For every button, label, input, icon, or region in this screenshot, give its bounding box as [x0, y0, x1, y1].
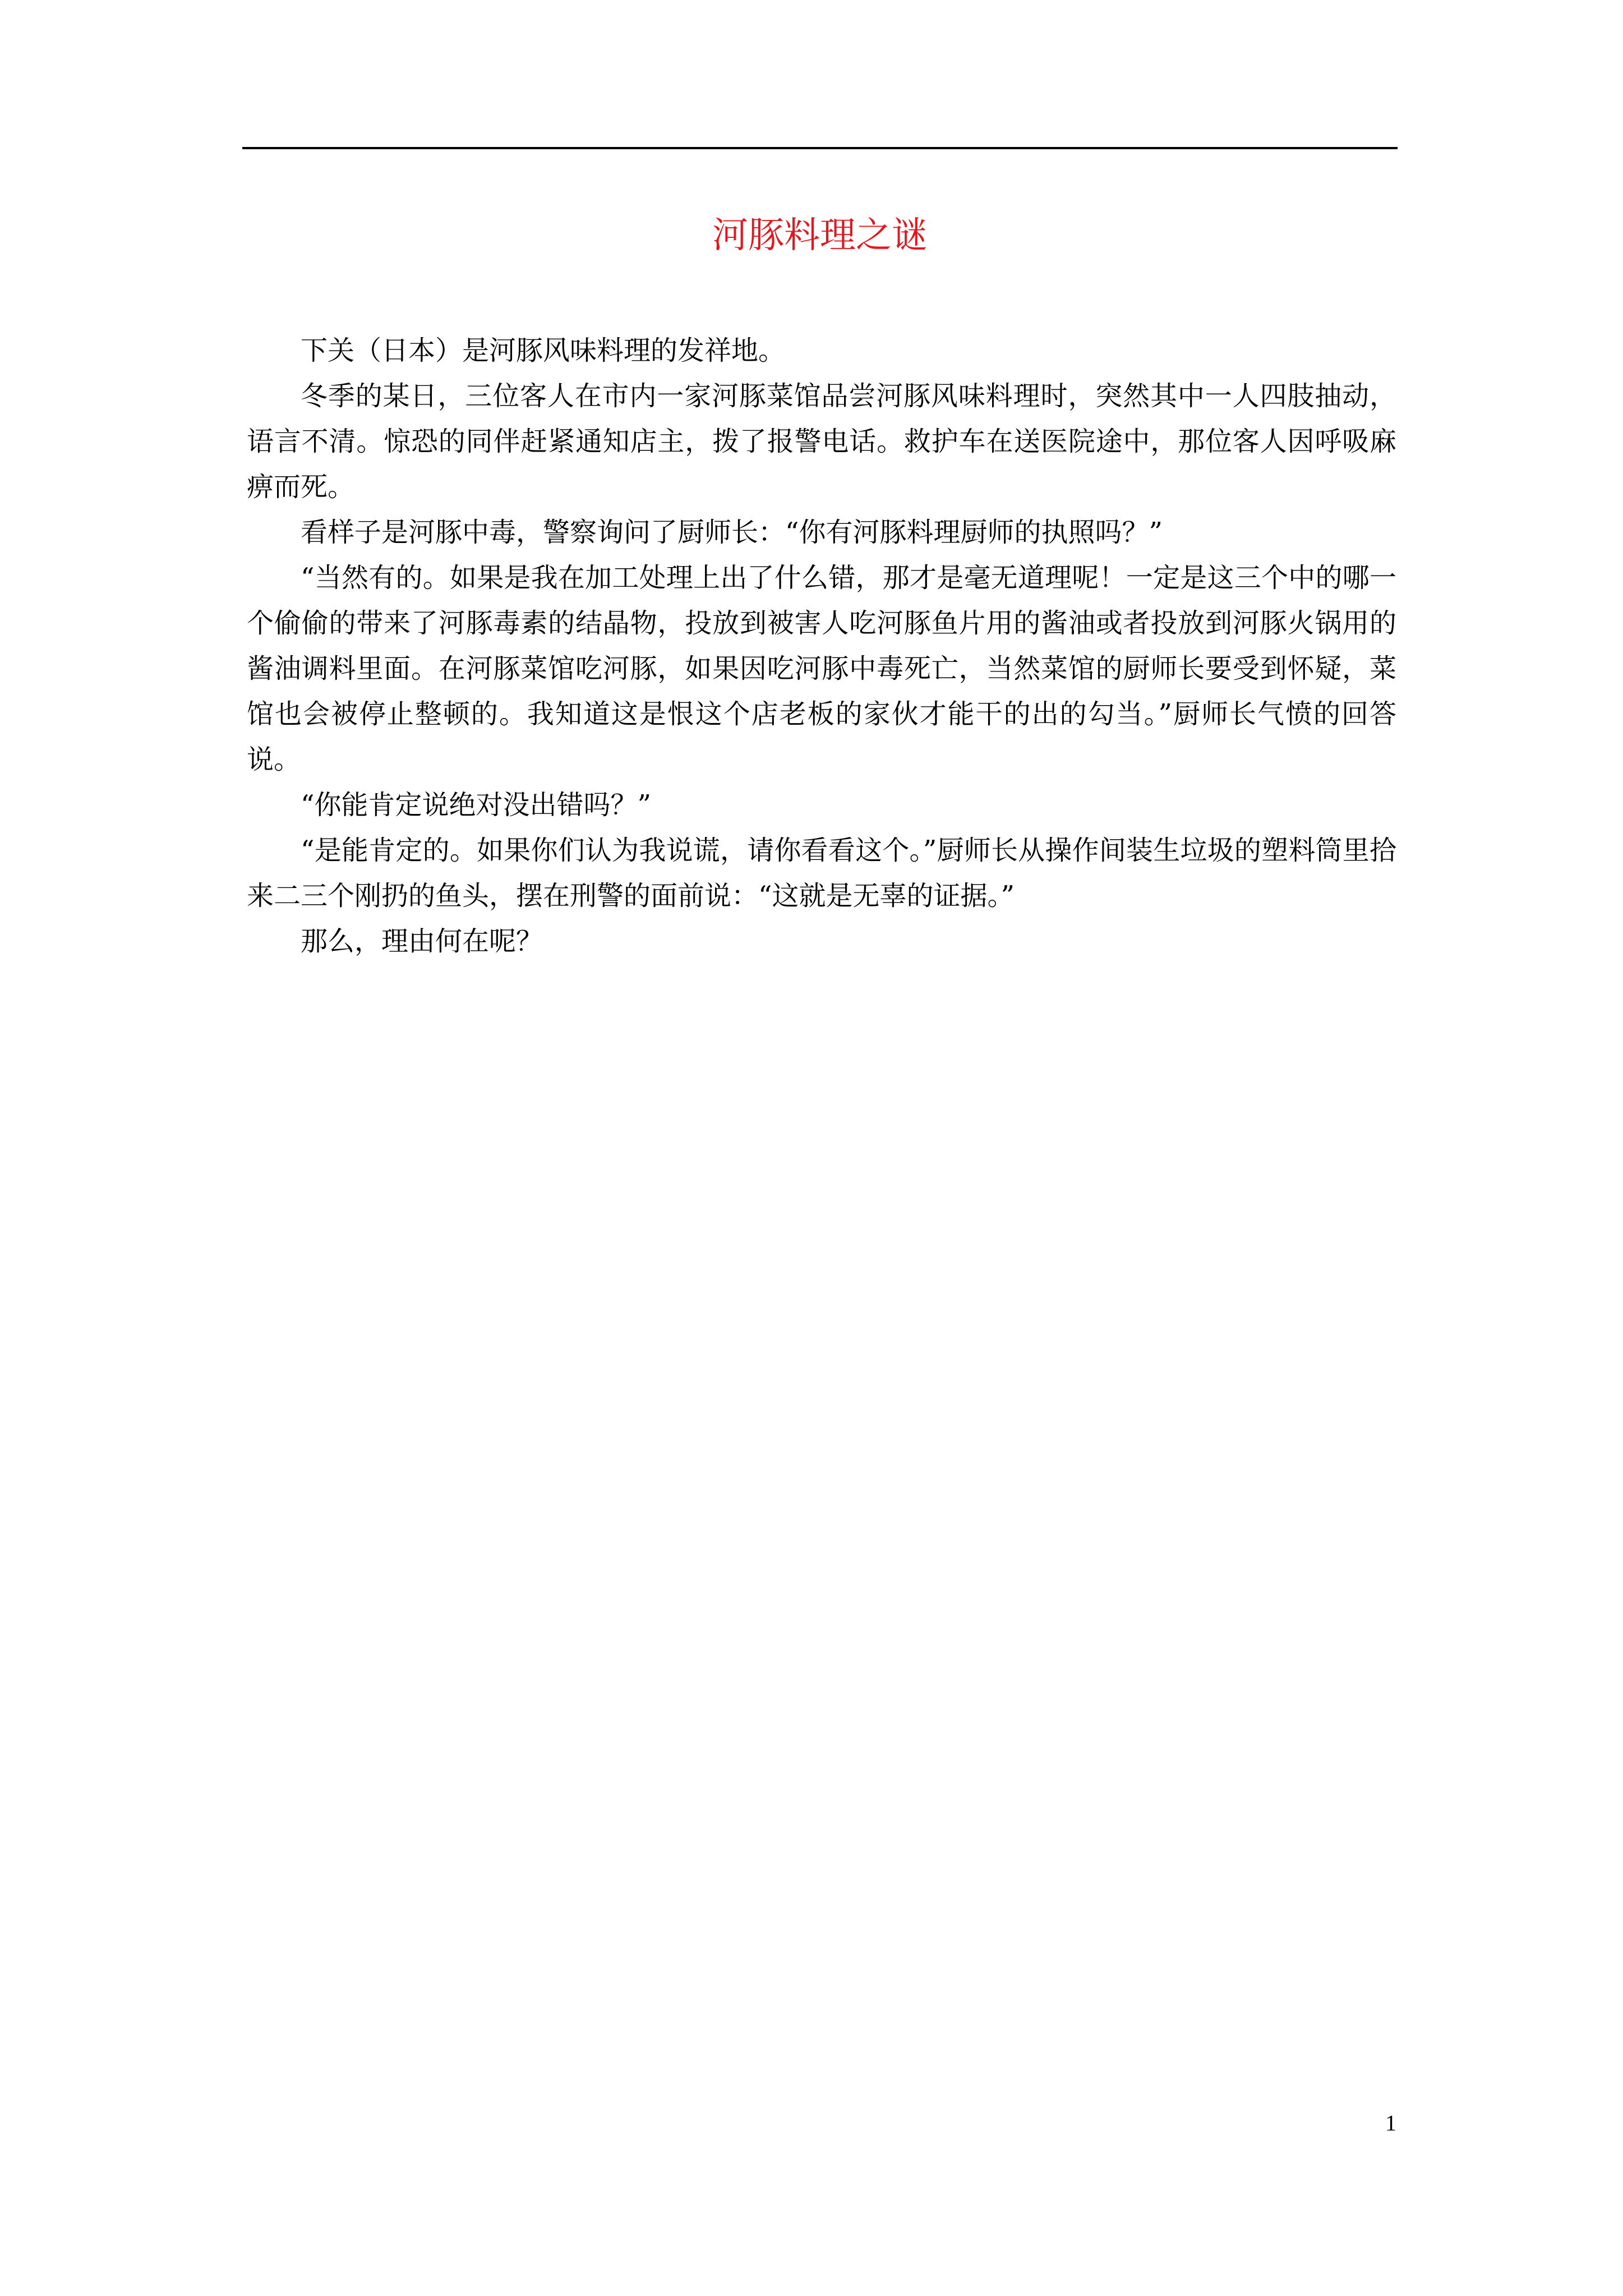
paragraph-1: 下关（日本）是河豚风味料理的发祥地。	[301, 335, 786, 366]
paragraph-5: “你能肯定说绝对没出错吗？”	[301, 789, 652, 821]
page-number: 1	[1385, 2110, 1396, 2136]
document-title: 河豚料理之谜	[712, 215, 928, 256]
document-body	[247, 328, 1396, 964]
paragraph-6: “是能肯定的。如果你们认为我说谎，请你看看这个。”厨师长从操作间装生垃圾的塑料筒里拾来二三个刚扔的鱼头，摆在刑警的面前说：“这就是无辜的证据。”	[247, 835, 1396, 912]
paragraph-4: “当然有的。如果是我在加工处理上出了什么错，那才是毫无道理呢！一定是这三个中的哪一个偷偷的带来了河豚毒素的结晶物，投放到被害人吃河豚鱼片用的酱油或者投放到河豚火锅用的酱油调料里面。在河豚菜馆吃河豚，如果因吃河豚中毒死亡，当然菜馆的厨师长要受到怀疑，菜馆也会被停止整顿的。我知道这是恨这个店老板的家伙才能干的出的勾当。”厨师长气愤的回答说。	[247, 562, 1396, 775]
paragraph-3: 看样子是河豚中毒，警察询问了厨师长：“你有河豚料理厨师的执照吗？”	[301, 517, 1163, 548]
header-rule	[242, 147, 1398, 149]
paragraph-2: 冬季的某日，三位客人在市内一家河豚菜馆品尝河豚风味料理时，突然其中一人四肢抽动，语言不清。惊恐的同伴赶紧通知店主，拨了报警电话。救护车在送医院途中，那位客人因呼吸麻痹而死。	[247, 380, 1396, 503]
paragraph-7: 那么，理由何在呢？	[301, 926, 543, 957]
